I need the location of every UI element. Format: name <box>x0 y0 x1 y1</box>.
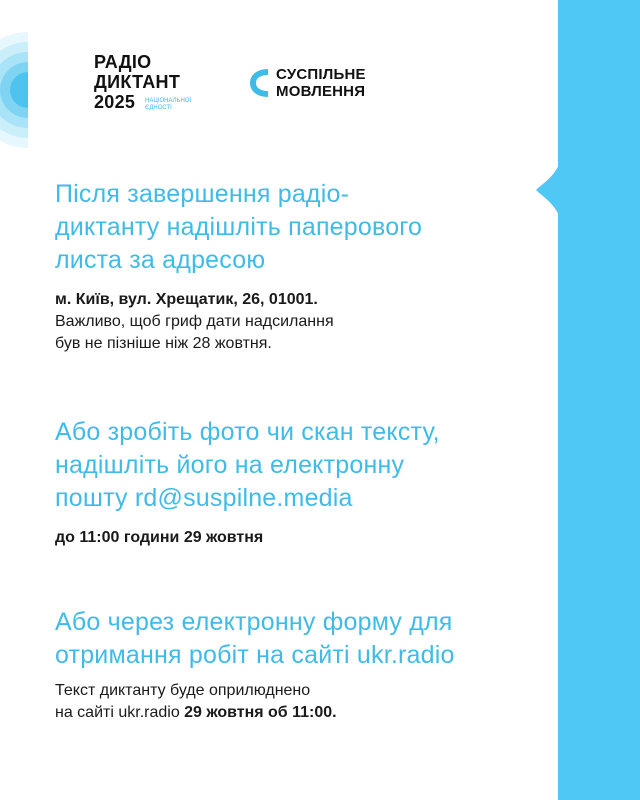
side-accent-stripe <box>558 0 640 800</box>
brand-line: МОВЛЕННЯ <box>276 83 366 100</box>
mail-heading: Після завершення радіо- диктанту надішліть паперового листа за адресою <box>55 180 423 274</box>
brand-line: СУСПІЛЬНЕ <box>276 66 366 83</box>
online-form-heading: Або через електронну форму для отримання робіт на сайті ukr.radio <box>55 608 455 669</box>
logo-title-line: РАДІО <box>94 52 152 72</box>
logo-title-line: ДИКТАНТ <box>94 72 181 92</box>
logo-year: 2025 <box>94 92 136 112</box>
logo-subtitle: НАЦІОНАЛЬНОЇ ЄДНОСТІ <box>145 98 192 111</box>
suspilne-logo <box>248 66 366 100</box>
publication-note: Текст диктанту буде оприлюднено на сайті ukr.radio 29 жовтня об 11:00. <box>55 682 337 721</box>
mail-note: Важливо, щоб гриф дати надсилання <box>55 313 334 330</box>
mail-details <box>55 289 535 355</box>
mail-note: був не пізніше ніж 28 жовтня. <box>55 335 272 352</box>
publication-date: 29 жовтня об 11:00. <box>184 704 337 721</box>
postal-address: м. Київ, вул. Хрещатик, 26, 01001. <box>55 291 318 308</box>
email-deadline: до 11:00 години 29 жовтня <box>55 529 264 546</box>
suspilne-mark-icon <box>248 67 270 99</box>
email-heading: Або зробіть фото чи скан тексту, надішліть його на електронну пошту rd@suspilne.media <box>55 418 440 512</box>
radio-dictation-logo <box>94 52 192 112</box>
side-stripe-notch <box>536 160 560 220</box>
